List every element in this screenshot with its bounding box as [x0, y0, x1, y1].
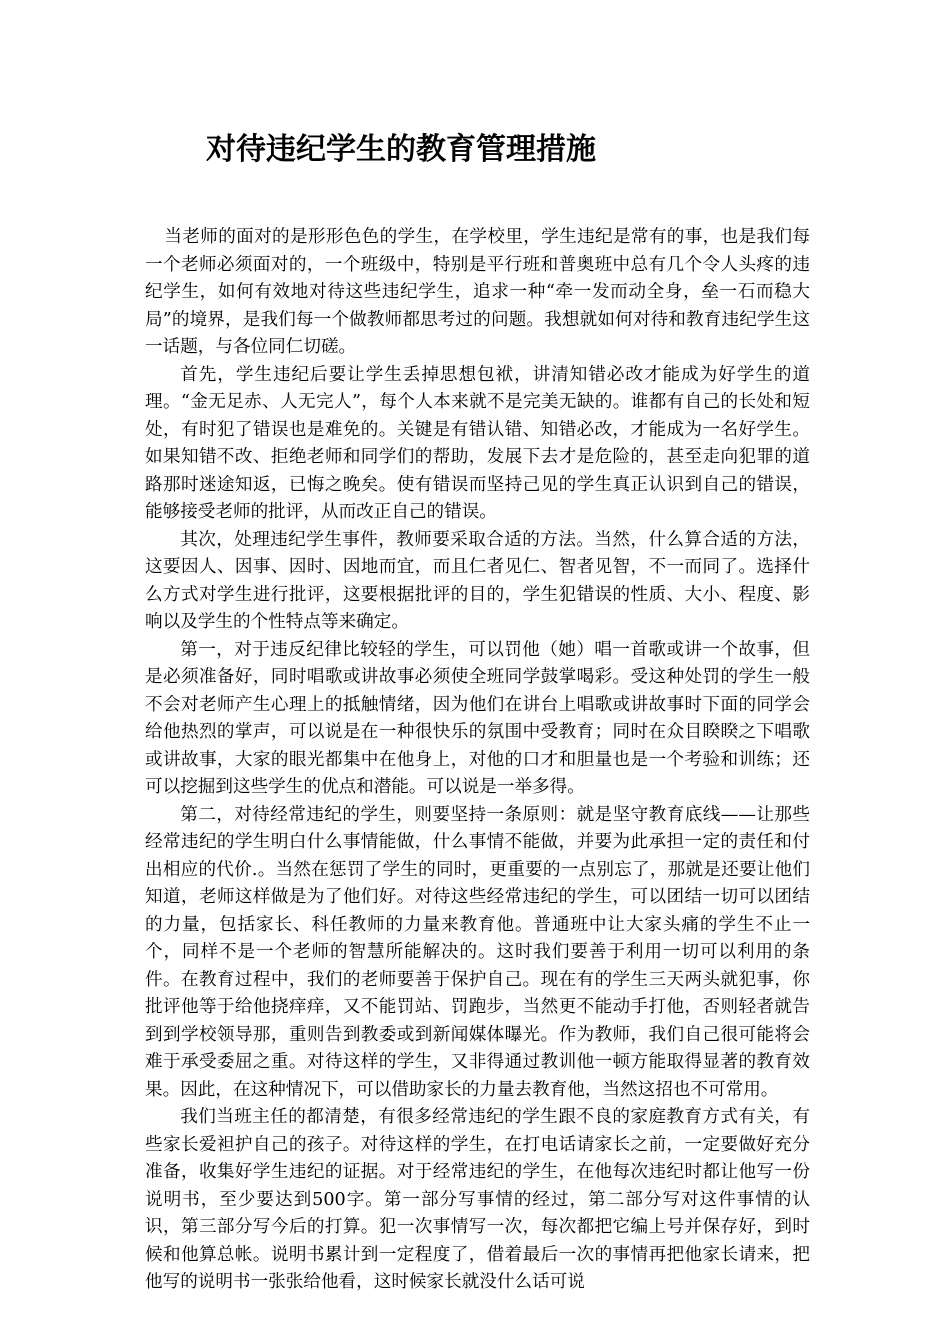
paragraph-frequent-violation: 第二，对待经常违纪的学生，则要坚持一条原则：就是坚守教育底线——让那些经常违纪的学生明白什么事情能做，什么事情不能做，并要为此承担一定的责任和付出相应的代价.。当然在惩罚了学生的同时，更重要的一点别忘了，那就是还要让他们知道，老师这样做是为了他们好。对待这些经常违纪的学生，可以团结一切可以团结的力量，包括家长、科任教师的力量来教育他。普通班中让大家头痛的学生不止一个，同样不是一个老师的智慧所能解决的。这时我们要善于利用一切可以利用的条件。在教育过程中，我们的老师要善于保护自己。现在有的学生三天两头就犯事，你批评他等于给他挠痒痒，又不能罚站、罚跑步，当然更不能动手打他，否则轻者就告到到学校领导那，重则告到教委或到新闻媒体曝光。作为教师，我们自己很可能将会难于承受委屈之重。对待这样的学生，又非得通过教训他一顿方能取得显著的教育效果。因此，在这种情况下，可以借助家长的力量去教育他，当然这招也不可常用。 [145, 804, 810, 1100]
paragraph-second-point: 其次，处理违纪学生事件，教师要采取合适的方法。当然，什么算合适的方法，这要因人、因事、因时、因地而宜，而且仁者见仁、智者见智，不一而同了。选择什么方式对学生进行批评，这要根据批评的目的，学生犯错误的性质、大小、程度、影响以及学生的个性特点等来确定。 [145, 529, 810, 632]
document-title: 对待违纪学生的教育管理措施 [206, 132, 596, 167]
paragraph-parent-involvement: 我们当班主任的都清楚，有很多经常违纪的学生跟不良的家庭教育方式有关，有些家长爱袒护自己的孩子。对待这样的学生，在打电话请家长之前，一定要做好充分准备，收集好学生违纪的证据。对于经常违纪的学生，在他每次违纪时都让他写一份说明书，至少要达到500字。第一部分写事情的经过，第二部分写对这件事情的认识，第三部分写今后的打算。犯一次事情写一次，每次都把它编上号并保存好，到时候和他算总帐。说明书累计到一定程度了，借着最后一次的事情再把他家长请来，把他写的说明书一张张给他看，这时候家长就没什么话可说 [145, 1107, 810, 1292]
paragraph-intro: 当老师的面对的是形形色色的学生，在学校里，学生违纪是常有的事，也是我们每一个老师必须面对的，一个班级中，特别是平行班和普奥班中总有几个令人头疼的违纪学生，如何有效地对待这些违纪学生，追求一种“牵一发而动全身，垒一石而稳大局”的境界，是我们每一个做教师都思考过的问题。我想就如何对待和教育违纪学生这一话题，与各位同仁切磋。 [145, 227, 810, 357]
paragraph-light-violation: 第一，对于违反纪律比较轻的学生，可以罚他（她）唱一首歌或讲一个故事，但是必须准备好，同时唱歌或讲故事必须使全班同学鼓掌喝彩。受这种处罚的学生一般不会对老师产生心理上的抵触情绪，因为他们在讲台上唱歌或讲故事时下面的同学会给他热烈的掌声，可以说是在一种很快乐的氛围中受教育；同时在众目睽睽之下唱歌或讲故事，大家的眼光都集中在他身上，对他的口才和胆量也是一个考验和训练；还可以挖掘到这些学生的优点和潜能。可以说是一举多得。 [145, 639, 810, 797]
document-body [145, 224, 810, 1297]
paragraph-first-point: 首先，学生违纪后要让学生丢掉思想包袱，讲清知错必改才能成为好学生的道理。“金无足赤、人无完人”，每个人本来就不是完美无缺的。谁都有自己的长处和短处，有时犯了错误也是难免的。关键是有错认错、知错必改，才能成为一名好学生。如果知错不改、拒绝老师和同学们的帮助，发展下去才是危险的，甚至走向犯罪的道路那时迷途知返，已悔之晚矣。使有错误而坚持己见的学生真正认识到自己的错误，能够接受老师的批评，从而改正自己的错误。 [145, 364, 810, 522]
